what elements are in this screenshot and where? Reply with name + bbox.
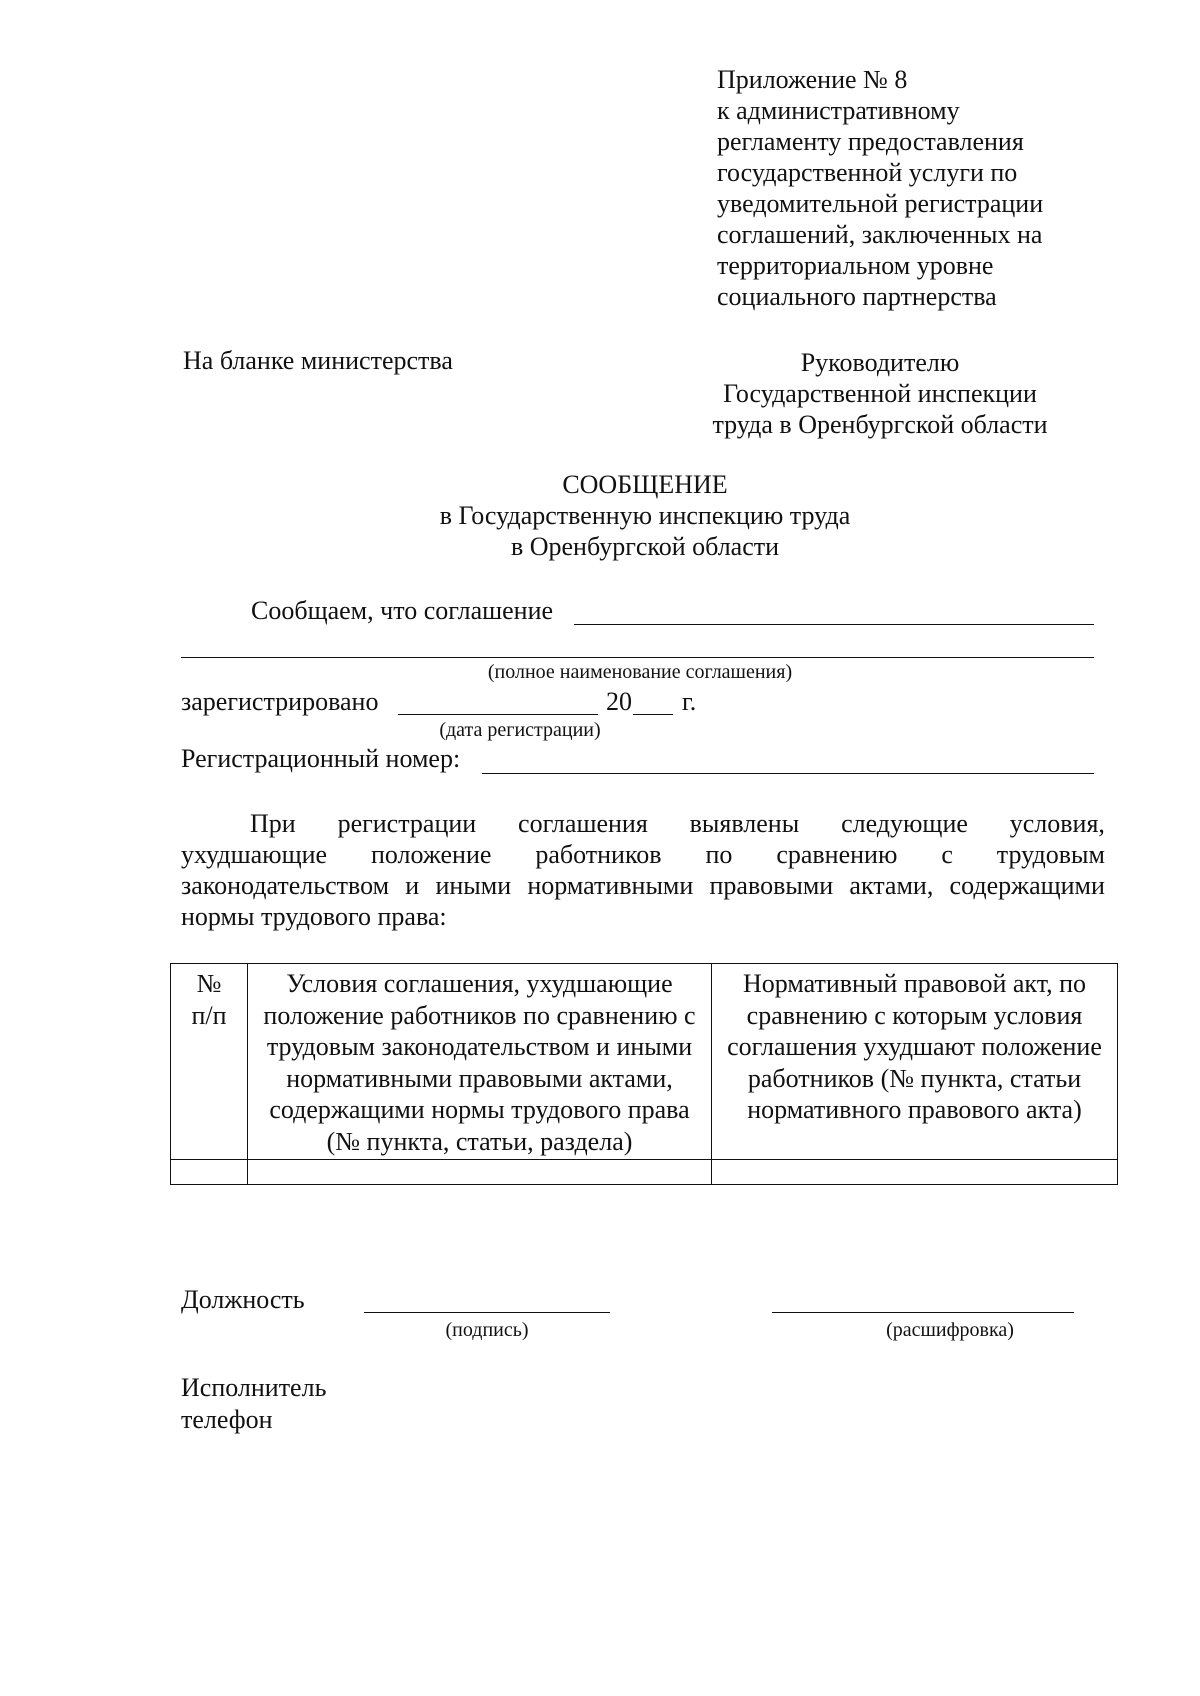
annex-note bbox=[717, 64, 1043, 312]
header-legal-act: Нормативный правовой акт, по сравнению с которым условия соглашения ухудшают положение работников (№ пункта, статьи нормативного правового акта) bbox=[712, 964, 1118, 1160]
year-suffix: г. bbox=[682, 687, 697, 716]
registration-year-field[interactable] bbox=[633, 714, 673, 715]
table-cell[interactable] bbox=[712, 1160, 1118, 1185]
addressee-line: Государственной инспекции bbox=[723, 379, 1037, 408]
annex-line: территориальном уровне bbox=[717, 251, 994, 280]
decryption-field[interactable] bbox=[772, 1312, 1074, 1313]
annex-line: уведомительной регистрации bbox=[717, 189, 1044, 218]
body-line: ухудшающие положение работников по сравнению с трудовым bbox=[181, 840, 1105, 869]
addressee-line: Руководителю bbox=[800, 348, 960, 377]
agreement-name-field-continued[interactable] bbox=[181, 657, 1094, 658]
date-hint: (дата регистрации) bbox=[439, 719, 601, 741]
title-heading: СООБЩЕНИЕ bbox=[562, 470, 728, 499]
agreement-label: Сообщаем, что соглашение bbox=[251, 596, 554, 625]
addressee-line: труда в Оренбургской области bbox=[712, 410, 1048, 439]
addressee-block bbox=[690, 347, 1070, 440]
body-line: При регистрации соглашения выявлены следующие условия, bbox=[250, 809, 1105, 838]
executor-label: Исполнитель bbox=[181, 1373, 327, 1402]
agreement-hint: (полное наименование соглашения) bbox=[487, 661, 793, 683]
annex-line: регламенту предоставления bbox=[717, 127, 1024, 156]
table-cell[interactable] bbox=[171, 1160, 248, 1185]
header-number: № п/п bbox=[171, 964, 248, 1160]
title-line: в Оренбургской области bbox=[510, 532, 780, 561]
agreement-name-field[interactable] bbox=[574, 624, 1094, 625]
phone-label: телефон bbox=[181, 1405, 273, 1434]
registered-label: зарегистрировано bbox=[181, 687, 379, 716]
annex-line: государственной услуги по bbox=[717, 158, 1018, 187]
body-line: нормы трудового права: bbox=[181, 902, 447, 931]
registration-date-field[interactable] bbox=[398, 714, 598, 715]
signature-field[interactable] bbox=[364, 1312, 610, 1313]
annex-line: Приложение № 8 bbox=[717, 65, 908, 94]
annex-line: социального партнерства bbox=[717, 282, 997, 311]
decryption-hint: (расшифровка) bbox=[886, 1319, 1014, 1341]
table-row bbox=[171, 1160, 1118, 1185]
reg-number-field[interactable] bbox=[482, 773, 1094, 774]
table-cell[interactable] bbox=[248, 1160, 712, 1185]
annex-line: соглашений, заключенных на bbox=[717, 220, 1043, 249]
document-title bbox=[300, 469, 990, 562]
conditions-table bbox=[170, 963, 1118, 1185]
table-header-row bbox=[171, 964, 1118, 1160]
body-line: законодательством и иными нормативными правовыми актами, содержащими bbox=[181, 871, 1105, 900]
annex-line: к административному bbox=[717, 96, 960, 125]
signature-hint: (подпись) bbox=[445, 1319, 529, 1341]
position-label: Должность bbox=[181, 1285, 305, 1314]
reg-number-label: Регистрационный номер: bbox=[181, 744, 461, 773]
header-conditions: Условия соглашения, ухудшающие положение работников по сравнению с трудовым законодательством и иными нормативными правовыми актами, содержащими нормы трудового права (№ пункта, статьи, раздела) bbox=[248, 964, 712, 1160]
letterhead-note: На бланке министерства bbox=[183, 346, 453, 375]
body-paragraph bbox=[181, 808, 1105, 932]
year-prefix: 20 bbox=[606, 687, 632, 716]
title-line: в Государственную инспекцию труда bbox=[439, 501, 851, 530]
